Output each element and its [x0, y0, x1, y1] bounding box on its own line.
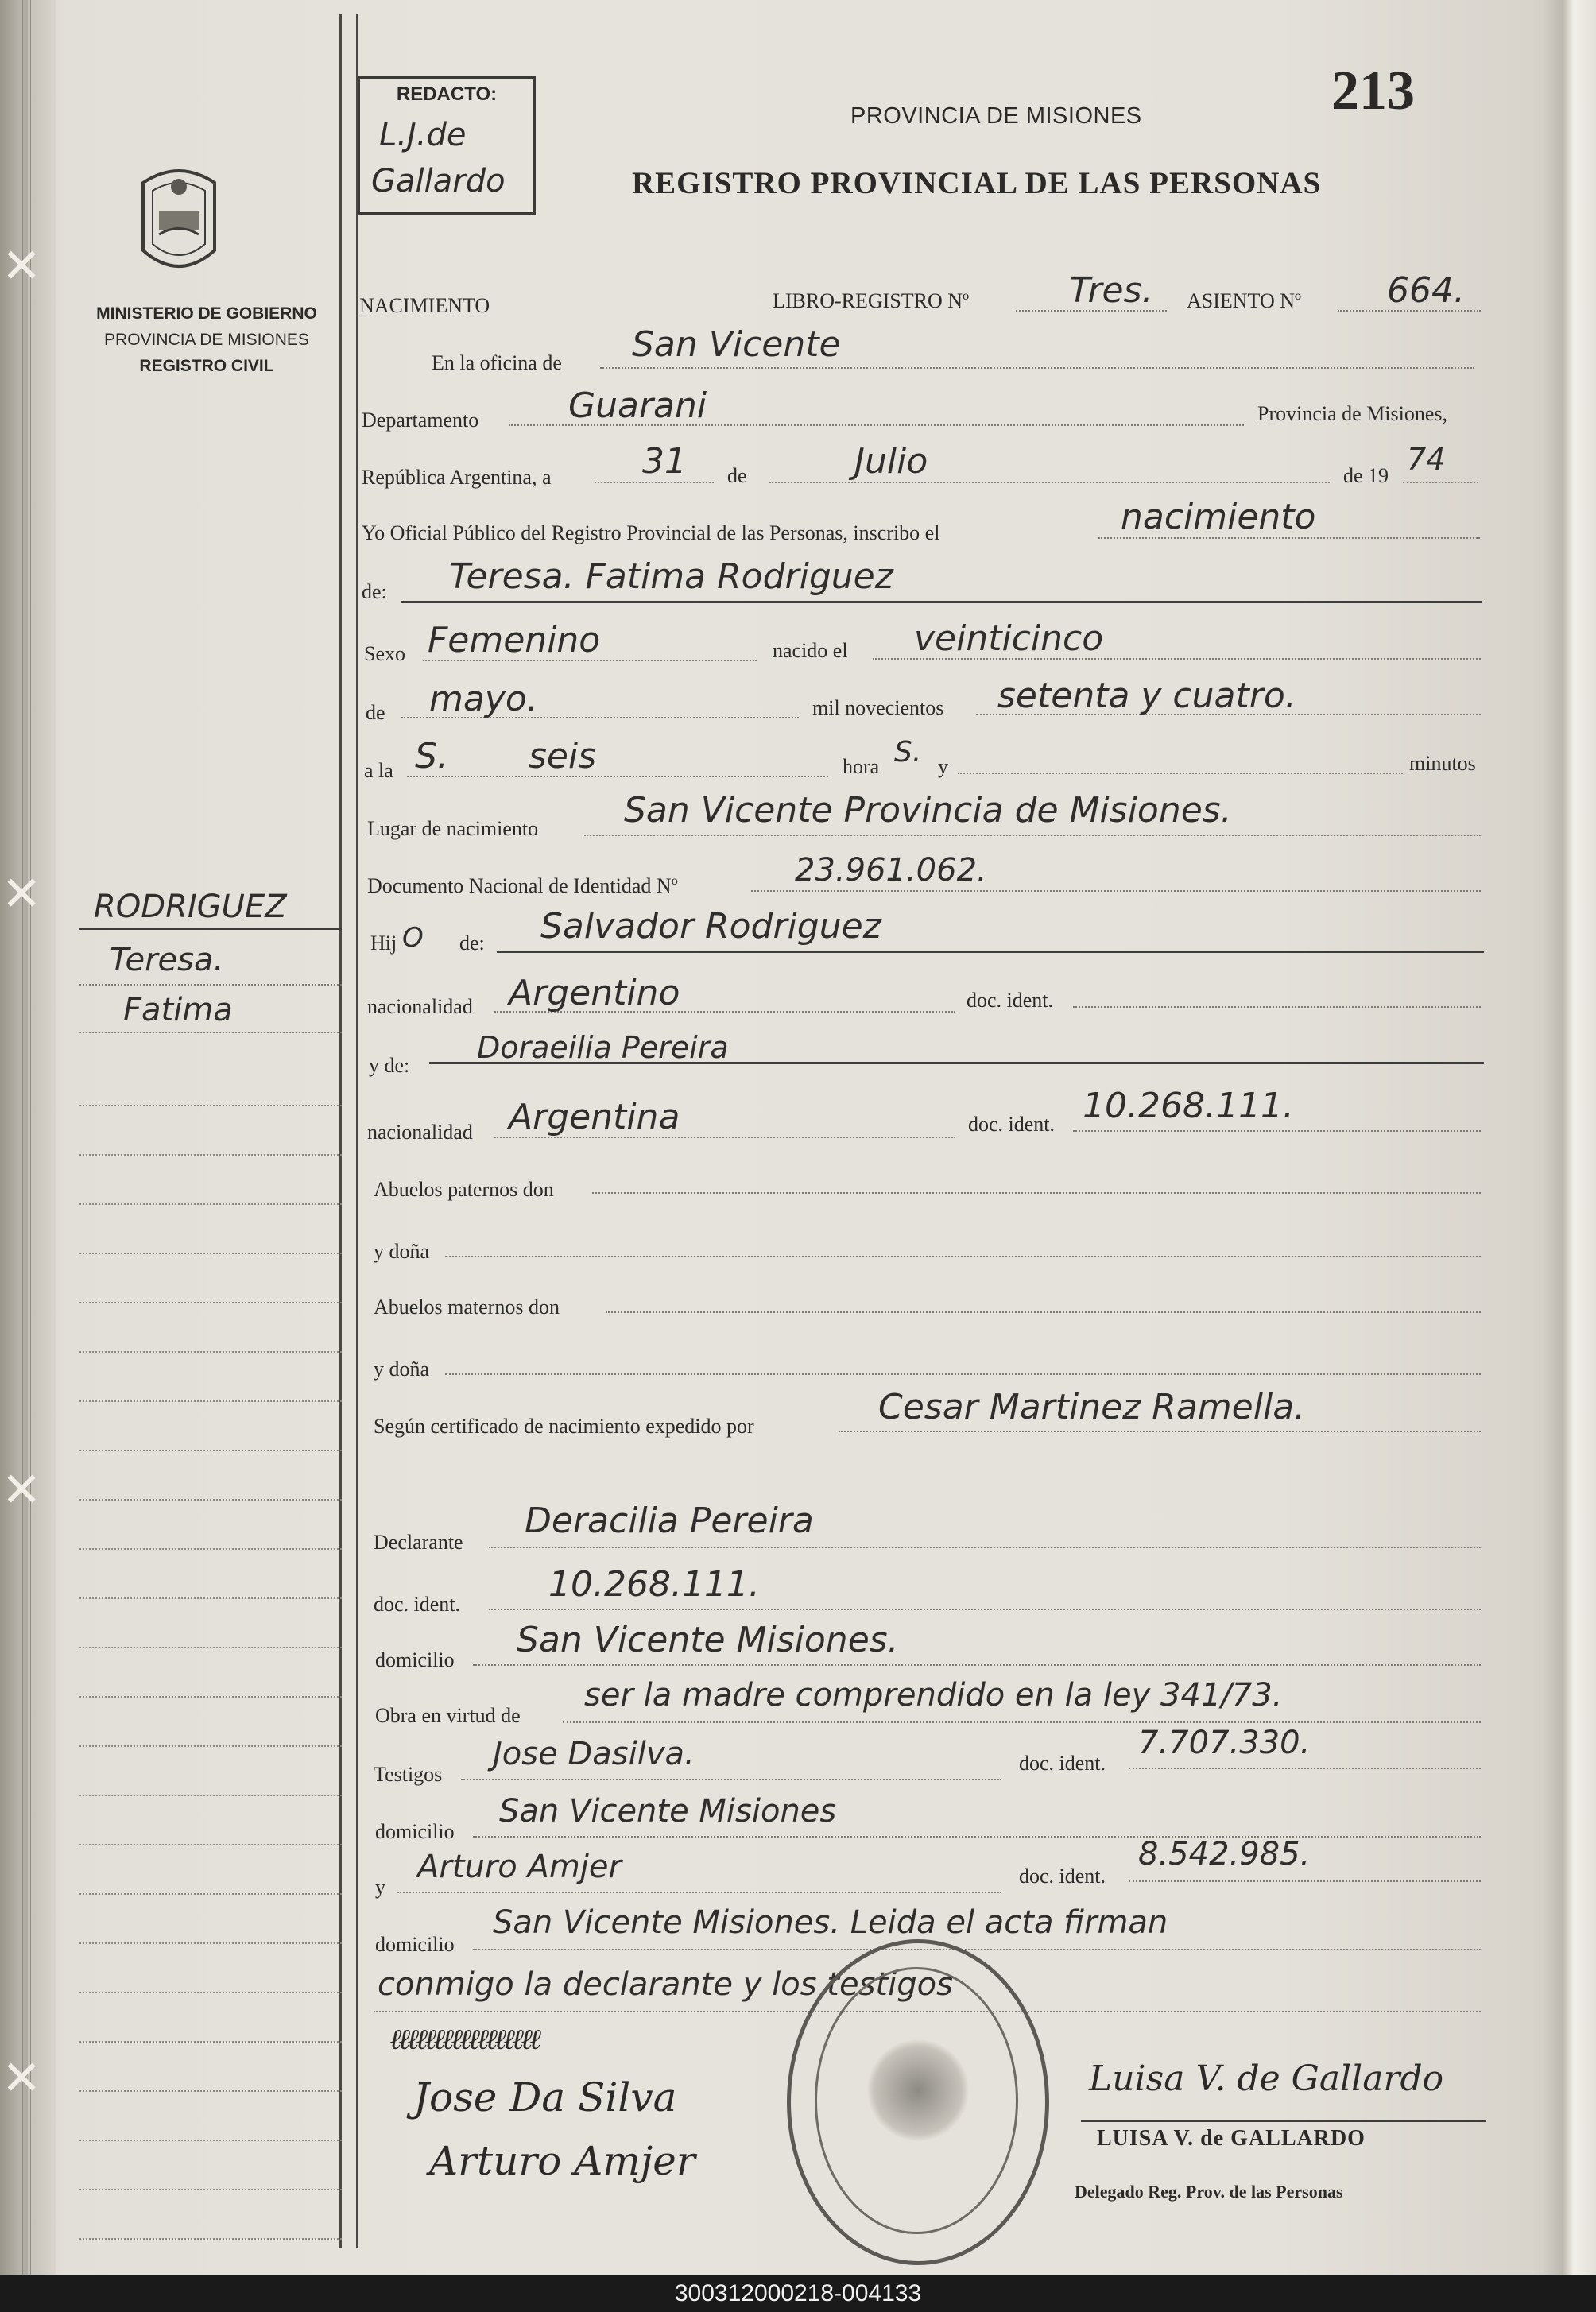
label-y: y [938, 755, 948, 778]
value-lugar: San Vicente Provincia de Misiones. [624, 790, 1232, 831]
label-sexo: Sexo [364, 642, 405, 665]
value-cierre: conmigo la declarante y los testigos [378, 1966, 953, 2003]
rule [79, 2141, 342, 2190]
rule [79, 1599, 342, 1648]
label-abuelos-paternos: Abuelos paternos don [374, 1178, 554, 1201]
value-nombre: Teresa. Fatima Rodriguez [449, 556, 893, 597]
label-oficial: Yo Oficial Público del Registro Provincial de las Personas, inscribo el [362, 521, 940, 544]
label-departamento: Departamento [362, 409, 479, 432]
ministry-line: PROVINCIA DE MISIONES [104, 331, 309, 349]
image-id-caption: 300312000218-004133 [0, 2275, 1596, 2312]
witness-signature-2: Arturo Amjer [429, 2138, 695, 2184]
page-number: 213 [1331, 60, 1415, 122]
label-hijo-de: de: [459, 931, 485, 955]
label-hora: hora [843, 755, 880, 778]
label-de19: de 19 [1343, 464, 1389, 487]
province-heading: PROVINCIA DE MISIONES [850, 103, 1142, 129]
label-doc-padre: doc. ident. [967, 989, 1054, 1012]
rule [79, 1648, 342, 1698]
label-asiento: ASIENTO Nº [1187, 289, 1302, 312]
rule [397, 1892, 1001, 1893]
value-nac-madre: Argentina [509, 1097, 680, 1137]
rule [79, 2043, 342, 2092]
value-dia: 31 [642, 441, 687, 482]
rule [79, 1205, 342, 1254]
value-obra: ser la madre comprendido en la ley 341/73. [584, 1677, 1283, 1714]
binding-thread [22, 0, 28, 2275]
label-libro: LIBRO-REGISTRO Nº [773, 289, 970, 312]
rule [79, 1993, 342, 2043]
rule [1098, 537, 1480, 539]
officer-signature: Luisa V. de Gallardo [1089, 2058, 1444, 2099]
label-nacionalidad-padre: nacionalidad [367, 995, 473, 1018]
rule [473, 1664, 1481, 1666]
value-madre: Doraeilia Pereira [477, 1030, 729, 1065]
rule [79, 2190, 342, 2240]
ministry-header [72, 300, 342, 379]
value-testigo2: Arturo Amjer [417, 1849, 622, 1885]
official-seal [787, 1939, 1049, 2265]
label-certificado: Según certificado de nacimiento expedido por [374, 1415, 754, 1438]
rule [497, 951, 1484, 953]
ministry-line: REGISTRO CIVIL [139, 357, 274, 375]
rule [79, 1698, 342, 1747]
rule [445, 1256, 1481, 1257]
thread-knot: ✕ [2, 238, 42, 294]
rule [461, 1779, 1001, 1780]
label-y-dona-1: y doña [374, 1240, 430, 1263]
rule [584, 835, 1481, 836]
label-hijo: Hij [370, 931, 397, 955]
label-republica: República Argentina, a [362, 466, 552, 489]
value-nac-padre: Argentino [509, 973, 680, 1013]
margin-name: Fatima [123, 992, 233, 1028]
rule [407, 776, 828, 777]
rule [79, 2092, 342, 2141]
margin-rule [356, 14, 358, 2248]
label-de-mes: de [366, 701, 385, 724]
value-test-doc1: 7.707.330. [1138, 1725, 1311, 1761]
rule [79, 1796, 342, 1845]
rule [79, 1057, 342, 1106]
rule [79, 1550, 342, 1599]
value-decl-dom: San Vicente Misiones. [517, 1620, 899, 1660]
label-nacionalidad-madre: nacionalidad [367, 1121, 473, 1144]
rule [1073, 1130, 1481, 1132]
label-testigos: Testigos [374, 1763, 443, 1786]
label-test-dom2: domicilio [375, 1933, 455, 1956]
binding-thread [30, 0, 36, 2275]
ministry-line: MINISTERIO DE GOBIERNO [96, 304, 317, 323]
redacto-initials: L.J.de [379, 117, 467, 153]
page-edge [1540, 0, 1596, 2275]
value-padre: Salvador Rodriguez [540, 906, 881, 947]
rule [79, 1944, 342, 1993]
value-oficina: San Vicente [632, 324, 841, 365]
label-y-dona-2: y doña [374, 1357, 430, 1381]
rule [79, 1303, 342, 1353]
label-alas: a la [364, 759, 393, 782]
label-decl-doc: doc. ident. [374, 1593, 461, 1616]
value-testigo1: Jose Dasilva. [493, 1736, 695, 1772]
label-nacimiento: NACIMIENTO [359, 294, 490, 317]
label-test-doc2: doc. ident. [1019, 1865, 1106, 1888]
label-obra: Obra en virtud de [375, 1704, 521, 1727]
registry-title: REGISTRO PROVINCIAL DE LAS PERSONAS [632, 166, 1322, 200]
rule [79, 984, 342, 986]
label-test-doc1: doc. ident. [1019, 1752, 1106, 1775]
rule [595, 482, 714, 483]
rule [401, 601, 1482, 603]
rule [489, 1547, 1481, 1548]
value-test-dom1: San Vicente Misiones [499, 1793, 837, 1830]
rule [79, 1032, 342, 1033]
officer-name: LUISA V. de GALLARDO [1097, 2126, 1366, 2151]
label-decl-dom: domicilio [375, 1648, 455, 1671]
label-mil: mil novecientos [812, 696, 944, 719]
witness-signature-1: Jose Da Silva [413, 2074, 677, 2120]
rule [79, 928, 342, 930]
label-abuelos-maternos: Abuelos maternos don [374, 1295, 560, 1319]
redacto-box [358, 76, 536, 215]
rule [473, 1949, 1481, 1950]
rule [592, 1192, 1481, 1194]
label-test-dom1: domicilio [375, 1820, 455, 1843]
seal-emblem-icon [866, 2039, 970, 2142]
label-de: de [727, 464, 747, 487]
thread-knot: ✕ [2, 1462, 42, 1518]
value-libro: Tres. [1069, 270, 1153, 311]
value-doc-madre: 10.268.111. [1083, 1086, 1294, 1126]
value-nacido: veinticinco [914, 618, 1104, 659]
rule [79, 1451, 342, 1501]
value-anio: 74 [1407, 442, 1446, 477]
label-y-de: y de: [369, 1054, 410, 1077]
value-hijo-suffix: O [402, 922, 424, 954]
value-certificado: Cesar Martinez Ramella. [878, 1387, 1306, 1427]
value-decl-doc: 10.268.111. [548, 1564, 760, 1605]
value-hora-b: seis [529, 736, 597, 776]
rule [489, 1609, 1481, 1610]
rule [769, 482, 1330, 483]
label-provincia: Provincia de Misiones, [1257, 402, 1448, 425]
rule [79, 1402, 342, 1451]
signature-scribble: ℓℓℓℓℓℓℓℓℓℓℓℓℓℓℓℓℓ [389, 2023, 538, 2056]
value-hora-c: S. [894, 736, 922, 769]
value-mes-nac: mayo. [429, 679, 538, 719]
label-minutos: minutos [1409, 752, 1476, 775]
rule [79, 1156, 342, 1205]
value-departamento: Guarani [568, 385, 707, 426]
label-nacido: nacido el [773, 639, 848, 662]
rule [1073, 1006, 1481, 1008]
rule [1403, 482, 1478, 483]
value-test-doc2: 8.542.985. [1138, 1836, 1311, 1872]
thread-knot: ✕ [2, 2051, 42, 2106]
label-oficina: En la oficina de [432, 351, 562, 374]
rule [79, 1106, 342, 1156]
rule [79, 1353, 342, 1402]
rule [563, 1721, 1481, 1723]
value-declarante: Deracilia Pereira [525, 1501, 814, 1541]
value-hora-a: S. [415, 736, 448, 776]
value-asiento: 664. [1387, 270, 1465, 311]
value-test-dom2: San Vicente Misiones. Leida el acta firman [493, 1904, 1168, 1941]
rule [473, 1836, 1481, 1838]
rule [751, 890, 1481, 892]
margin-name: Teresa. [110, 942, 224, 978]
rule [79, 1845, 342, 1895]
value-anio-nac: setenta y cuatro. [998, 676, 1296, 716]
value-mes: Julio [854, 441, 928, 482]
value-inscribe: nacimiento [1121, 497, 1316, 537]
label-y-testigo2: y [375, 1876, 385, 1899]
rule [1129, 1880, 1481, 1882]
rule [958, 773, 1403, 774]
rule [79, 1501, 342, 1550]
rule [839, 1431, 1481, 1432]
redacto-label: REDACTO: [396, 83, 498, 105]
signature-rule [1081, 2120, 1486, 2122]
rule [79, 1747, 342, 1796]
thread-knot: ✕ [2, 866, 42, 922]
officer-title: Delegado Reg. Prov. de las Personas [1075, 2182, 1343, 2202]
margin-lines [79, 1057, 342, 2240]
label-lugar: Lugar de nacimiento [367, 817, 539, 840]
rule [600, 367, 1474, 369]
coat-of-arms-icon [135, 155, 223, 282]
rule [606, 1311, 1481, 1313]
redacto-name: Gallardo [371, 163, 506, 199]
label-declarante: Declarante [374, 1531, 463, 1554]
label-dni: Documento Nacional de Identidad Nº [367, 874, 678, 897]
rule [1129, 1768, 1481, 1769]
label-de-nombre: de: [362, 580, 387, 603]
margin-surname: RODRIGUEZ [94, 889, 287, 925]
value-sexo: Femenino [428, 620, 601, 660]
binding-spine [0, 0, 56, 2275]
rule [79, 1895, 342, 1944]
rule [445, 1373, 1481, 1375]
rule [79, 1254, 342, 1303]
value-dni: 23.961.062. [795, 852, 987, 889]
label-doc-madre: doc. ident. [968, 1113, 1056, 1136]
